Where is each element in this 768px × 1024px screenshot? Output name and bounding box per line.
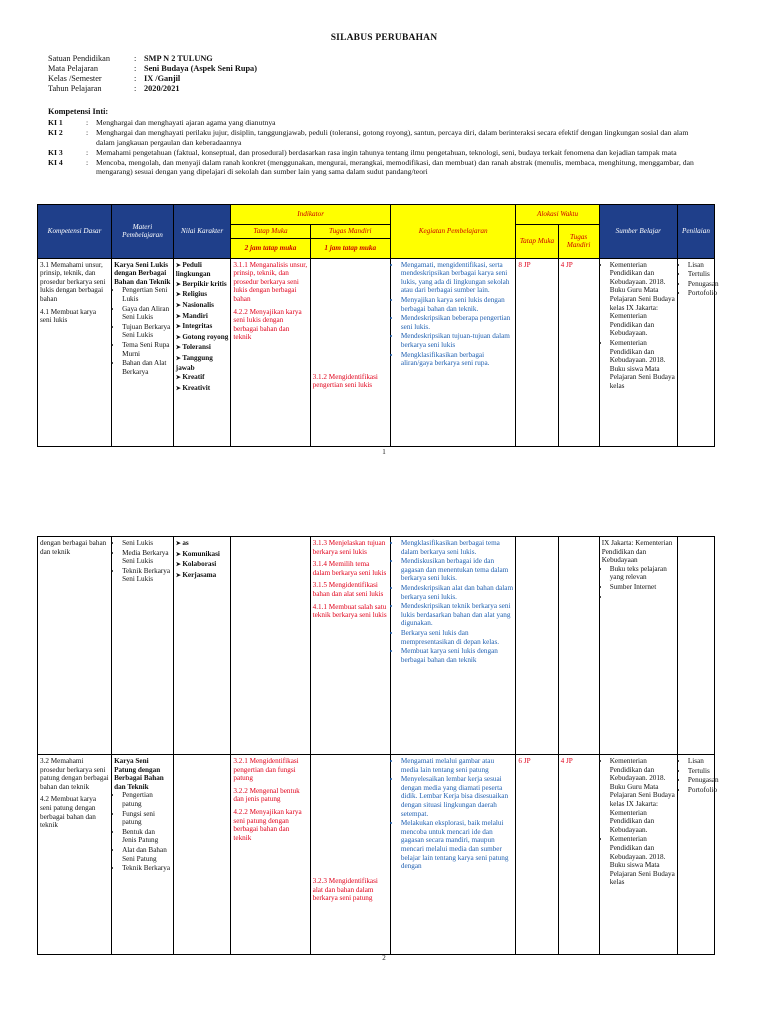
list-item: • Mengklasifikasikan berbagai tema dalam berkarya seni lukis.	[401, 539, 514, 556]
list-item: ➤ as	[176, 539, 229, 549]
header-tatap-muka: Tatap Muka	[231, 225, 310, 239]
meta-label: Satuan Pendidikan	[48, 54, 110, 63]
cell-materi	[112, 537, 174, 755]
colon: :	[86, 147, 89, 157]
cell-kegiatan	[390, 258, 516, 446]
colon: :	[134, 84, 137, 93]
ki-text: Menghargai dan menghayati perilaku jujur, disiplin, tanggungjawab, peduli (toleransi, gotong royong), santun, percaya diri, dalam berinteraksi secara efektif dengan lingkungan sosial dan alam dalam jangkauan pergaulan dan keberadaannya	[96, 128, 689, 147]
list-item: • Bentuk dan Jenis Patung	[122, 828, 171, 845]
cell-penilaian	[677, 537, 714, 755]
cell-indikator-tugas	[310, 537, 390, 755]
list-item: ➤ Religius	[176, 290, 229, 300]
silabus-table-page1	[37, 204, 719, 447]
cell-sumber	[599, 755, 677, 955]
meta-row	[48, 64, 257, 74]
list-item: • Sumber Internet	[610, 583, 675, 592]
list-item: ➤ Tanggung jawab	[176, 354, 229, 372]
list-item: • Penugasan	[688, 776, 712, 785]
meta-value: SMP N 2 TULUNG	[144, 54, 213, 63]
header-kd: Kompetensi Dasar	[38, 205, 112, 259]
cell-materi	[112, 755, 174, 955]
kd-3-1: 3.1 Memahami unsur, prinsip, teknik, dan prosedur berkarya seni lukis dengan berbagai bahan	[40, 260, 106, 303]
page-number: 1	[382, 448, 386, 456]
indikator-item: 4.1.1 Membuat salah satu teknik berkarya seni lukis	[312, 602, 387, 620]
indikator-item: 3.2.3 Mengidentifikasi alat dan bahan dalam berkarya seni patung	[312, 877, 378, 903]
header-alokasi: Alokasi Waktu	[516, 205, 599, 225]
list-item: ➤ Nasionalis	[176, 301, 229, 311]
cell-sumber	[599, 537, 677, 755]
cell-indikator-tm	[231, 755, 310, 955]
cell-alokasi-tugas: 4 JP	[558, 258, 599, 446]
indikator-item: 3.1.5 Mengidentifikasi bahan dan alat seni lukis	[312, 581, 384, 598]
ki-row	[48, 148, 708, 157]
header-alokasi-tm: Tatap Muka	[516, 225, 558, 259]
header-materi: Materi Pembelajaran	[112, 205, 174, 259]
header-jam-tugas: 1 jam tatap muka	[310, 238, 390, 258]
cell-indikator-tm	[231, 258, 310, 446]
indikator-item: 4.2.2 Menyajikan karya seni patung dengan berbagai bahan dan teknik	[233, 807, 302, 842]
ki-row	[48, 118, 708, 127]
ki-row	[48, 158, 708, 177]
colon: :	[134, 64, 137, 73]
cell-alokasi-tugas	[558, 537, 599, 755]
ki-id: KI 4	[48, 158, 63, 168]
list-item: • Lisan	[688, 757, 712, 766]
list-item: • Mengamati melalui gambar atau media lain tentang seni patung	[401, 757, 514, 774]
list-item: • Kementerian Pendidikan dan Kebudayaan. 2018. Buku Guru Mata Pelajaran Seni Budaya kelas IX Jakarta: Kementerian Pendidikan dan Kebudayaan.	[610, 261, 675, 338]
list-item: ➤ Gotong royong	[176, 333, 229, 343]
list-item: • Melakukan eksplorasi, baik melalui mencoba untuk mencari ide dan gagasan secara mandiri, maupun mencari melalui media dan sumber belajar lain tentang karya seni patung dengan	[401, 819, 514, 871]
meta-value: Seni Budaya (Aspek Seni Rupa)	[144, 64, 257, 73]
list-item: • Fungsi seni patung	[122, 810, 171, 827]
list-item: • Portofolio	[688, 786, 712, 795]
list-item: • Berkarya seni lukis dan mempresentasikan di depan kelas.	[401, 629, 514, 646]
page-number: 2	[382, 954, 386, 962]
ki-id: KI 3	[48, 147, 63, 157]
list-item: • Tertulis	[688, 767, 712, 776]
ki-id: KI 2	[48, 128, 63, 138]
kd-4-1: 4.1 Membuat karya seni lukis	[40, 307, 97, 325]
indikator-item: 3.2.1 Mengidentifikasi pengertian dan fungsi patung	[233, 757, 299, 783]
silabus-table-page2	[37, 536, 719, 955]
meta-value: 2020/2021	[144, 84, 180, 93]
list-item: • Alat dan Bahan Seni Patung	[122, 846, 171, 863]
cell-sumber	[599, 258, 677, 446]
materi-title: Karya Seni Lukis dengan Berbagai Bahan dan Teknik	[114, 260, 171, 286]
cell-kd: dengan berbagai bahan dan teknik	[38, 537, 112, 755]
list-item: • Kementerian Pendidikan dan Kebudayaan. 2018. Buku siswa Mata Pelajaran Seni Budaya kelas	[610, 339, 675, 391]
list-item: ➤ Komunikasi	[176, 550, 229, 560]
header-penilaian: Penilaian	[677, 205, 714, 259]
cell-nilai	[173, 258, 231, 446]
list-item: • Tujuan Berkarya Seni Lukis	[122, 323, 171, 340]
colon: :	[86, 128, 89, 138]
spacer	[313, 757, 388, 877]
cell-kegiatan	[390, 537, 516, 755]
list-item: ➤ Kerjasama	[176, 571, 229, 581]
list-item: • Media Berkarya Seni Lukis	[122, 549, 171, 566]
cell-materi	[112, 258, 174, 446]
meta-label: Tahun Pelajaran	[48, 84, 102, 93]
list-item: ➤ Kreatif	[176, 373, 229, 383]
list-item: • Kementerian Pendidikan dan Kebudayaan. 2018. Buku siswa Mata Pelajaran Seni Budaya kelas	[610, 835, 675, 887]
list-item: • Mendeskripsikan tujuan-tujuan dalam berkarya seni lukis	[401, 332, 514, 349]
ki-text: Menghargai dan menghayati ajaran agama yang dianutnya	[96, 118, 276, 127]
meta-value: IX /Ganjil	[144, 74, 181, 83]
list-item: • Portofolio	[688, 289, 712, 298]
list-item: ➤ Berpikir kritis	[176, 280, 229, 290]
header-jam-tatap: 2 jam tatap muka	[231, 238, 310, 258]
header-sumber: Sumber Belajar	[599, 205, 677, 259]
list-item: • Pengertian patung	[122, 791, 171, 808]
list-item: • Seni Lukis	[122, 539, 171, 548]
list-item: • Gaya dan Aliran Seni Lukis	[122, 305, 171, 322]
cell-penilaian	[677, 755, 719, 955]
indikator-item: 3.2.2 Mengenal bentuk dan jenis patung	[233, 786, 300, 804]
colon: :	[134, 74, 137, 83]
list-item: • Pengertian Seni Lukis	[122, 286, 171, 303]
list-item: • Mengklasifikasikan berbagai aliran/gaya berkarya seni rupa.	[401, 351, 514, 368]
indikator-item: 4.2.2 Menyajikan karya seni lukis dengan berbagai bahan dan teknik	[233, 307, 302, 342]
header-nilai: Nilai Karakter	[173, 205, 231, 259]
list-item: • Mendiskusikan berbagai ide dan gagasan dan menentukan tema dalam berkarya seni lukis.	[401, 557, 514, 583]
list-item: • Tertulis	[688, 270, 712, 279]
list-item: • Penugasan	[688, 280, 712, 289]
list-item: • Mendeskripsikan alat dan bahan dalam berkarya seni lukis.	[401, 584, 514, 601]
list-item: • Menyelesaikan lembar kerja sesuai dengan media yang diamati peserta didik. Lembar Kerja bisa disesuaikan dengan situasi lingkungan daerah setempat.	[401, 775, 514, 818]
ki-text: Memahami pengetahuan (faktual, konseptual, dan prosedural) berdasarkan rasa ingin tahunya tentang ilmu pengetahuan, teknologi, seni, budaya terkait fenomena dan kejadian tampak mata	[96, 147, 677, 157]
kd-4-2: 4.2 Membuat karya seni patung dengan berbagai bahan dan teknik	[40, 795, 97, 830]
indikator-item: 3.1.2 Mengidentifikasi pengertian seni lukis	[312, 372, 378, 390]
ki-list	[48, 118, 708, 178]
header-indikator: Indikator	[231, 205, 390, 225]
list-item: ➤ Kolaborasi	[176, 560, 229, 570]
list-item: • Tema Seni Rupa Murni	[122, 341, 171, 358]
colon: :	[86, 118, 89, 127]
list-item: ➤ Kreativit	[176, 384, 229, 394]
list-item: • Teknik Berkarya	[122, 864, 171, 873]
ki-heading: Kompetensi Inti:	[48, 107, 109, 116]
kd-3-2: 3.2 Memahami prosedur berkarya seni patung dengan berbagai bahan dan teknik	[40, 757, 109, 791]
meta-label: Kelas /Semester	[48, 74, 102, 83]
colon: :	[86, 158, 89, 168]
header-alokasi-tugas: Tugas Mandiri	[558, 225, 599, 259]
list-item	[610, 593, 675, 602]
cell-alokasi-tm: 8 JP	[516, 258, 558, 446]
meta-row	[48, 74, 257, 84]
cell-kegiatan	[390, 755, 516, 955]
meta-row	[48, 84, 257, 94]
cell-indikator-tugas	[310, 258, 390, 446]
list-item: • Kementerian Pendidikan dan Kebudayaan. 2018. Buku Guru Mata Pelajaran Seni Budaya kelas IX Jakarta: Kementerian Pendidikan dan Kebudayaan.	[610, 757, 675, 834]
cell-alokasi-tm	[516, 537, 558, 755]
list-item: • Menyajikan karya seni lukis dengan berbagai bahan dan teknik.	[401, 296, 514, 313]
cell-indikator-tugas	[310, 755, 390, 955]
list-item: • Teknik Berkarya Seni Lukis	[122, 567, 171, 584]
list-item: • Mengamati, mengidentifikasi, serta mendeskripsikan berbagai karya seni lukis, yang ada di lingkungan sekolah atau dari berbagai sumber lain.	[401, 261, 514, 295]
header-kegiatan: Kegiatan Pembelajaran	[390, 205, 516, 259]
meta-label: Mata Pelajaran	[48, 64, 98, 73]
sumber-continued: IX Jakarta: Kementerian Pendidikan dan Kebudayaan	[601, 539, 673, 565]
list-item: ➤ Peduli lingkungan	[176, 261, 229, 279]
indikator-item: 3.1.1 Menganalisis unsur, prinsip, teknik, dan prosedur berkarya seni lukis dengan berbagai bahan	[233, 260, 308, 303]
list-item: • Mendeskripsikan beberapa pengertian seni lukis.	[401, 314, 514, 331]
list-item: • Buku teks pelajaran yang relevan	[610, 565, 675, 582]
cell-indikator-tm	[231, 537, 310, 755]
cell-kd	[38, 755, 112, 955]
ki-id: KI 1	[48, 118, 63, 127]
list-item: ➤ Mandiri	[176, 312, 229, 322]
cell-alokasi-tugas: 4 JP	[558, 755, 599, 955]
ki-row	[48, 128, 708, 147]
cell-kd	[38, 258, 112, 446]
cell-penilaian	[677, 258, 719, 446]
meta-row	[48, 54, 257, 64]
list-item: • Mendeskripsikan teknik berkarya seni lukis berdasarkan bahan dan alat yang digunakan.	[401, 602, 514, 628]
materi-title: Karya Seni Patung dengan Berbagai Bahan dan Teknik	[114, 757, 164, 791]
ki-text: Mencoba, mengolah, dan menyaji dalam ranah konkret (menggunakan, mengurai, merangkai, memodifikasi, dan membuat) dan ranah abstrak (menulis, membaca, menghitung, menggambar, dan mengarang) sesuai dengan yang dipelajari di sekolah dan sumber lain yang sama dalam sudut pandang/teori	[96, 158, 694, 177]
document-title: SILABUS PERUBAHAN	[330, 33, 438, 43]
colon: :	[134, 54, 137, 63]
list-item: • Lisan	[688, 261, 712, 270]
header-tugas-mandiri: Tugas Mandiri	[310, 225, 390, 239]
indikator-item: 3.1.4 Memilih tema dalam berkarya seni lukis	[312, 560, 387, 577]
indikator-item: 3.1.3 Menjelaskan tujuan berkarya seni lukis	[312, 539, 386, 556]
cell-nilai	[173, 537, 231, 755]
cell-alokasi-tm: 6 JP	[516, 755, 558, 955]
cell-nilai	[173, 755, 231, 955]
spacer	[313, 261, 388, 373]
list-item: ➤ Toleransi	[176, 343, 229, 353]
list-item: ➤ Integritas	[176, 322, 229, 332]
list-item: • Membuat karya seni lukis dengan berbagai bahan dan teknik	[401, 647, 514, 664]
list-item: • Bahan dan Alat Berkarya	[122, 359, 171, 376]
identity-block	[48, 54, 257, 94]
